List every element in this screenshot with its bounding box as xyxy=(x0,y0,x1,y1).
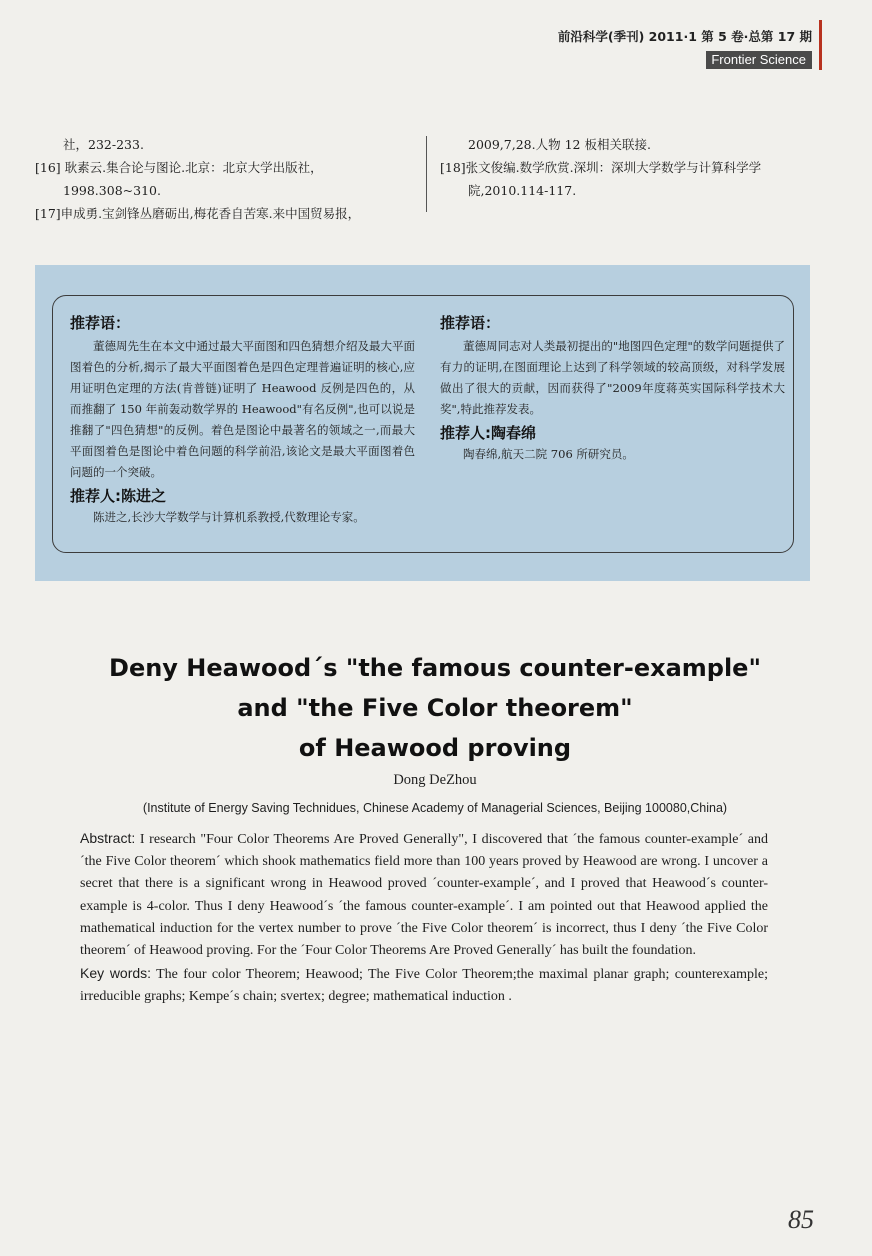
keywords-label: Key words: xyxy=(80,965,152,982)
abstract-label: Abstract: xyxy=(80,830,136,846)
abstract-paragraph xyxy=(80,827,768,962)
references-left xyxy=(35,133,415,225)
reference-line: 院,2010.114-117. xyxy=(468,183,577,198)
reference-line: [17]申成勇.宝剑锋丛磨砺出,梅花香自苦寒.来中国贸易报， xyxy=(35,206,361,221)
column-divider xyxy=(426,136,427,212)
reference-line: [18]张文俊编.数学欣赏.深圳：深圳大学数学与计算科学学 xyxy=(440,160,762,175)
paper-author: Dong DeZhou xyxy=(393,772,477,788)
recommendation-heading: 推荐语： xyxy=(70,314,131,332)
reference-line: [16] 耿素云.集合论与图论.北京：北京大学出版社， xyxy=(35,160,323,175)
page-number: 85 xyxy=(788,1205,814,1234)
reference-line: 社，232-233. xyxy=(63,137,144,152)
paper-affiliation: (Institute of Energy Saving Technidues, Chinese Academy of Managerial Sciences, Beijing 100080,China) xyxy=(142,801,728,815)
abstract-text: I research "Four Color Theorems Are Proved Generally", I discovered that ´the famous counter-example´ and ´the Five Color theorem´ which shook mathematics field more than 100 years proved by Heawood are wrong. I uncover a secret that there is a significant wrong in Heawood proved ´counter-example´, and I proved that Heawood´s counter-example is 4-color. Thus I deny Heawood´s ´the famous counter-example´. I am pointed out that Heawood applied the mathematical induction for the vertex number to prove ´the Five Color theorem´ is incorrect, thus I deny ´the Five Color theorem´ of Heawood proving. For the ´Four Color Theorems Are Proved Generally´ has built the foundation. xyxy=(80,832,768,959)
recommendation-left xyxy=(70,312,415,528)
keywords-text: The four color Theorem; Heawood; The Five Color Theorem;the maximal planar graph; counterexample; irreducible graphs; Kempe´s chain; svertex; degree; mathematical induction . xyxy=(80,967,768,1005)
header-accent-bar xyxy=(819,20,822,70)
title-line: Deny Heawood´s "the famous counter-example" xyxy=(109,654,761,682)
recommendation-text: 董德周先生在本文中通过最大平面图和四色猜想介绍及最大平面图着色的分析,揭示了最大平面图着色是四色定理普遍证明的核心,应用证明色定理的方法(肯普链)证明了 Heawood 反例是四色的，从而推翻了 150 年前轰动数学界的 Heawood"有名反例",也可以说是推翻了"四色猜想"的反例。着色是图论中最著名的领域之一,而最大平面图着色是图论中着色问题的科学前沿,该论文是最大平面图着色问题的一个突破。 xyxy=(70,339,415,479)
recommendation-text: 董德周同志对人类最初提出的"地图四色定理"的数学问题提供了有力的证明,在图面理论上达到了科学领域的较高顶级，对科学发展做出了很大的贡献，因而获得了"2009年度蒋英实国际科学技术大奖",特此推荐发表。 xyxy=(440,339,785,416)
recommender-name: 推荐人:陈进之 xyxy=(70,487,166,505)
recommendation-right xyxy=(440,312,785,465)
recommender-bio: 陶春绵,航天二院 706 所研究员。 xyxy=(463,447,634,461)
keywords-paragraph xyxy=(80,962,768,1008)
abstract-block xyxy=(80,827,768,1009)
reference-line: 2009,7,28.人物 12 板相关联接. xyxy=(468,137,651,152)
paper-title xyxy=(60,648,810,768)
references-right xyxy=(440,133,825,202)
journal-info: 前沿科学(季刊) 2011·1 第 5 卷·总第 17 期 xyxy=(557,29,812,44)
recommendation-heading: 推荐语： xyxy=(440,314,501,332)
title-line: of Heawood proving xyxy=(298,734,572,762)
section-tag: Frontier Science xyxy=(706,51,812,69)
title-line: and "the Five Color theorem" xyxy=(237,694,633,722)
reference-line: 1998.308~310. xyxy=(63,183,161,198)
recommender-bio: 陈进之,长沙大学数学与计算机系教授,代数理论专家。 xyxy=(93,510,365,524)
recommender-name: 推荐人:陶春绵 xyxy=(440,424,536,442)
